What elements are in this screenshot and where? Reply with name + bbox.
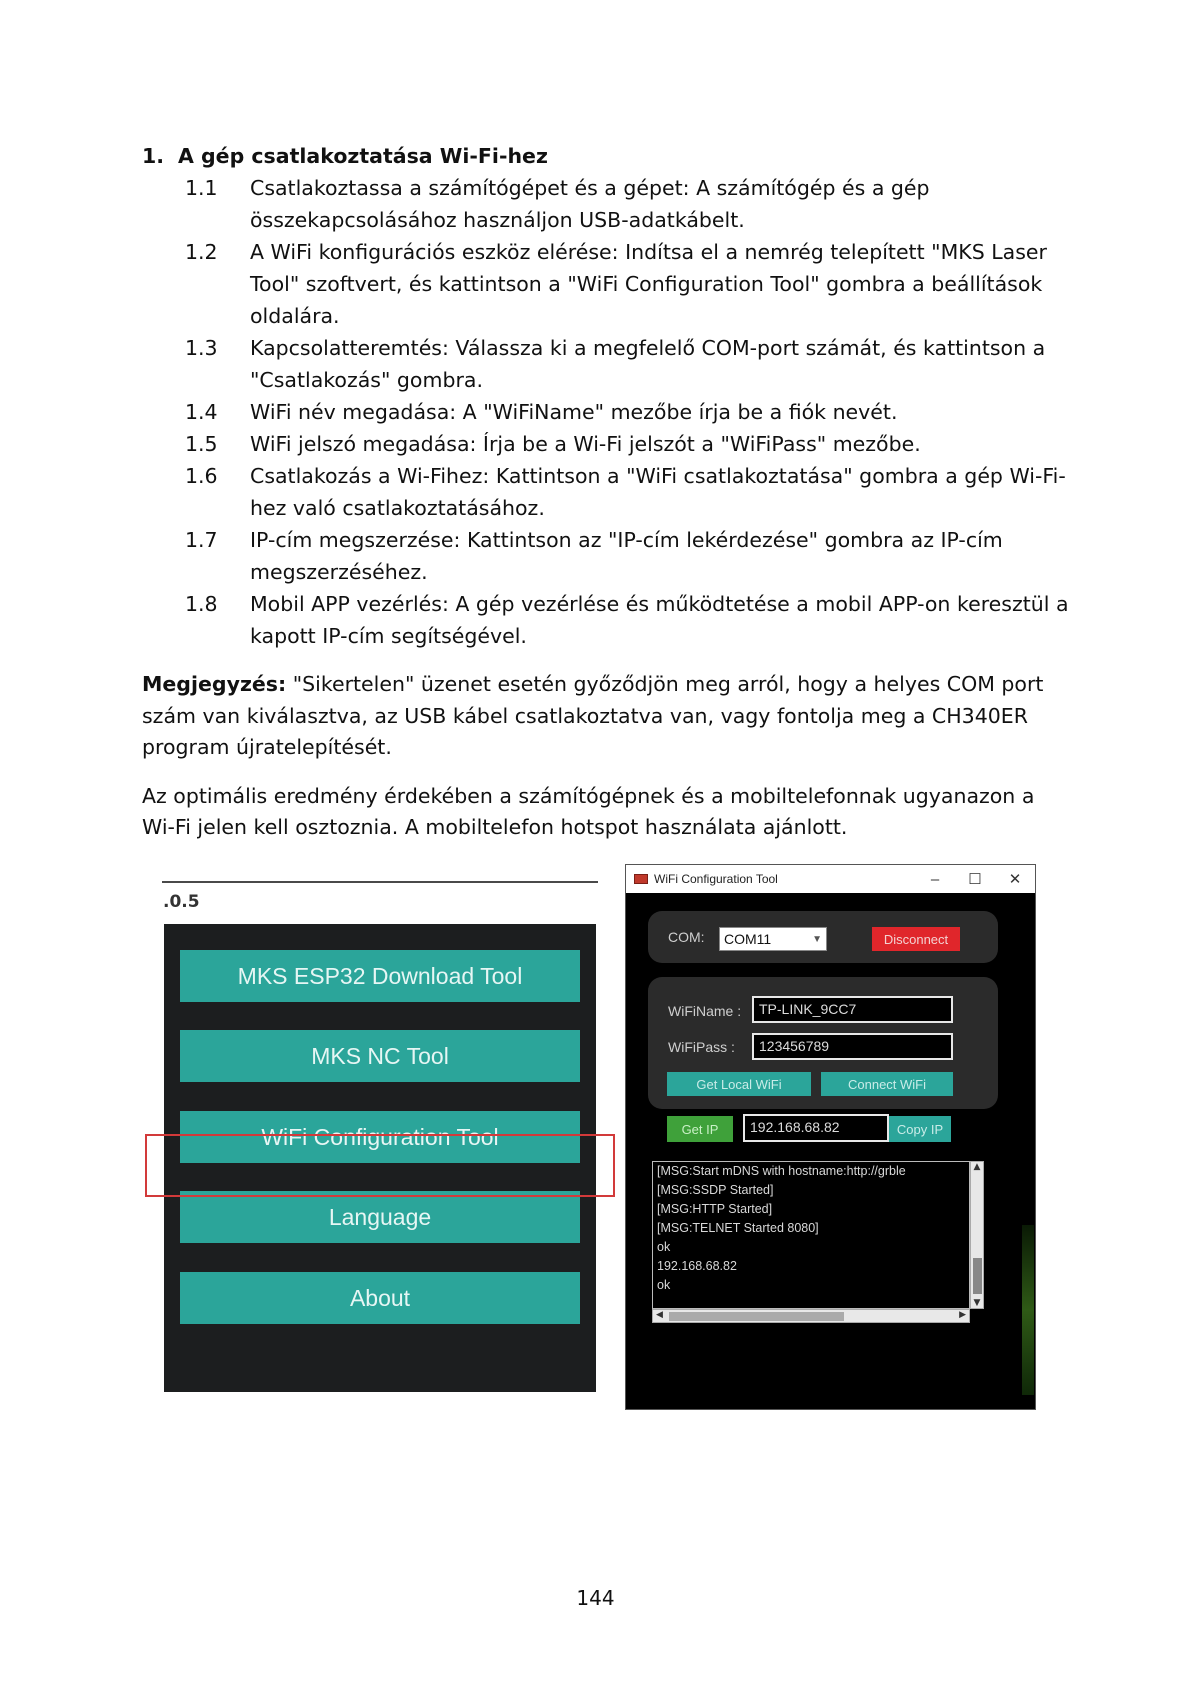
step-number: 1.1 bbox=[185, 176, 218, 200]
note-label: Megjegyzés: bbox=[142, 672, 287, 696]
log-console[interactable] bbox=[652, 1161, 970, 1309]
log-line: 192.168.68.82 bbox=[657, 1259, 737, 1273]
disconnect-button[interactable]: Disconnect bbox=[872, 927, 960, 951]
step-text: Kapcsolatteremtés: Válassza ki a megfelelő COM-port számát, és kattintson a "Csatlakozás" gombra. bbox=[250, 336, 1046, 392]
section-number: 1. bbox=[142, 144, 165, 168]
copy-ip-button[interactable]: Copy IP bbox=[889, 1116, 951, 1142]
horizontal-scrollbar[interactable] bbox=[652, 1309, 970, 1323]
step-text: A WiFi konfigurációs eszköz elérése: Indítsa el a nemrég telepített "MKS Laser Tool" szoftvert, és kattintson a "WiFi Configuration Tool" gombra a beállítások oldalára. bbox=[250, 240, 1047, 328]
log-line: [MSG:Start mDNS with hostname:http://grble bbox=[657, 1164, 906, 1178]
log-line: ok bbox=[657, 1278, 671, 1292]
step-number: 1.7 bbox=[185, 528, 218, 552]
step-text: WiFi jelszó megadása: Írja be a Wi-Fi jelszót a "WiFiPass" mezőbe. bbox=[250, 432, 921, 456]
scroll-down-icon[interactable]: ▼ bbox=[973, 1298, 981, 1308]
step-number: 1.5 bbox=[185, 432, 218, 456]
step-number: 1.3 bbox=[185, 336, 218, 360]
section-heading bbox=[142, 140, 1072, 172]
com-select[interactable] bbox=[719, 927, 827, 951]
connect-wifi-button[interactable]: Connect WiFi bbox=[821, 1072, 953, 1096]
step-text: Csatlakozás a Wi-Fihez: Kattintson a "WiFi csatlakoztatása" gombra a gép Wi-Fi-hez való csatlakoztatásához. bbox=[250, 464, 1066, 520]
divider bbox=[162, 881, 598, 883]
note-text: "Sikertelen" üzenet esetén győződjön meg arról, hogy a helyes COM port szám van kiválasztva, az USB kábel csatlakoztatva van, vagy fontolja meg a CH340ER program újratelepítését. bbox=[142, 672, 1044, 759]
step-item bbox=[142, 524, 1072, 588]
step-text: Mobil APP vezérlés: A gép vezérlése és működtetése a mobil APP-on keresztül a kapott IP-cím segítségével. bbox=[250, 592, 1069, 648]
recommendation-paragraph: Az optimális eredmény érdekében a számítógépnek és a mobiltelefonnak ugyanazon a Wi-Fi jelen kell osztoznia. A mobiltelefon hotspot használata ajánlott. bbox=[142, 783, 1035, 839]
wifi-configuration-tool-button[interactable]: WiFi Configuration Tool bbox=[180, 1111, 580, 1163]
esp32-download-tool-button[interactable]: MKS ESP32 Download Tool bbox=[180, 950, 580, 1002]
about-button[interactable]: About bbox=[180, 1272, 580, 1324]
page-body bbox=[142, 140, 1072, 844]
app-icon bbox=[634, 874, 648, 884]
step-text: IP-cím megszerzése: Kattintson az "IP-cím lekérdezése" gombra az IP-cím megszerzéséhez. bbox=[250, 528, 1003, 584]
log-line: [MSG:SSDP Started] bbox=[657, 1183, 774, 1197]
log-line: [MSG:HTTP Started] bbox=[657, 1202, 773, 1216]
vertical-scrollbar[interactable] bbox=[970, 1161, 984, 1309]
step-item bbox=[142, 236, 1072, 332]
window-titlebar bbox=[626, 865, 1035, 893]
maximize-icon[interactable]: ☐ bbox=[968, 871, 982, 888]
wifi-config-window-screenshot bbox=[625, 864, 1036, 1410]
scroll-thumb[interactable] bbox=[669, 1312, 844, 1321]
step-item bbox=[142, 588, 1072, 652]
log-line: ok bbox=[657, 1240, 671, 1254]
step-number: 1.8 bbox=[185, 592, 218, 616]
step-number: 1.2 bbox=[185, 240, 218, 264]
version-label: .0.5 bbox=[163, 892, 200, 912]
wifiname-input[interactable]: TP-LINK_9CC7 bbox=[752, 996, 953, 1023]
step-item bbox=[142, 172, 1072, 236]
page-number: 144 bbox=[576, 1586, 615, 1610]
step-number: 1.6 bbox=[185, 464, 218, 488]
scroll-thumb[interactable] bbox=[973, 1258, 982, 1294]
wifipass-label: WiFiPass : bbox=[668, 1039, 735, 1055]
nc-tool-button[interactable]: MKS NC Tool bbox=[180, 1030, 580, 1082]
section-title: A gép csatlakoztatása Wi-Fi-hez bbox=[178, 144, 548, 168]
background-edge bbox=[1022, 1225, 1034, 1395]
mks-laser-tool-screenshot bbox=[142, 860, 620, 1400]
step-item bbox=[142, 428, 1072, 460]
note-paragraph bbox=[142, 669, 1072, 764]
com-value: COM11 bbox=[724, 931, 772, 947]
close-icon[interactable]: ✕ bbox=[1008, 871, 1022, 888]
com-label: COM: bbox=[668, 929, 705, 945]
wifipass-input[interactable]: 123456789 bbox=[752, 1033, 953, 1060]
language-button[interactable]: Language bbox=[180, 1191, 580, 1243]
step-number: 1.4 bbox=[185, 400, 218, 424]
highlight-box bbox=[145, 1134, 615, 1197]
step-text: WiFi név megadása: A "WiFiName" mezőbe írja be a fiók nevét. bbox=[250, 400, 898, 424]
scroll-right-icon[interactable]: ▶ bbox=[959, 1310, 966, 1320]
minimize-icon[interactable]: – bbox=[930, 870, 940, 888]
step-text: Csatlakoztassa a számítógépet és a gépet: A számítógép és a gép összekapcsolásához használjon USB-adatkábelt. bbox=[250, 176, 930, 232]
step-item bbox=[142, 460, 1072, 524]
get-ip-button[interactable]: Get IP bbox=[667, 1116, 733, 1142]
scroll-up-icon[interactable]: ▲ bbox=[973, 1162, 981, 1172]
log-line: [MSG:TELNET Started 8080] bbox=[657, 1221, 819, 1235]
step-item bbox=[142, 332, 1072, 396]
wifiname-label: WiFiName : bbox=[668, 1003, 742, 1019]
chevron-down-icon: ▼ bbox=[812, 933, 822, 945]
ip-address-input[interactable]: 192.168.68.82 bbox=[743, 1114, 889, 1142]
get-local-wifi-button[interactable]: Get Local WiFi bbox=[667, 1072, 811, 1096]
scroll-left-icon[interactable]: ◀ bbox=[656, 1310, 663, 1320]
step-item bbox=[142, 396, 1072, 428]
window-title: WiFi Configuration Tool bbox=[654, 872, 778, 886]
